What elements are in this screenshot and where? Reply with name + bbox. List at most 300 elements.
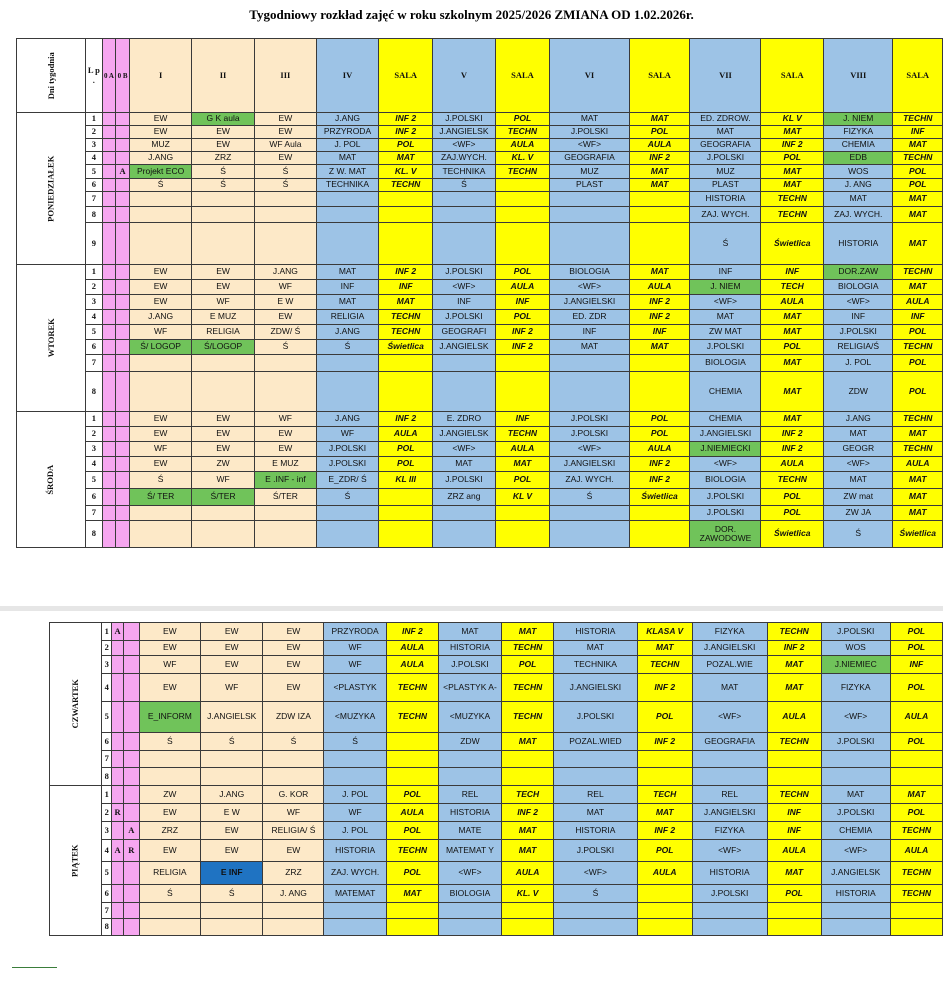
- lesson-cell: J.ANG: [316, 113, 378, 126]
- room-cell: MAT: [761, 355, 824, 372]
- room-cell: INF 2: [495, 340, 550, 355]
- lesson-cell: J.ANGIELSK: [433, 126, 495, 139]
- table-row: [17, 295, 943, 310]
- room-cell: [495, 223, 550, 265]
- zero-b-cell: [124, 919, 140, 936]
- sala-header: SALA: [629, 39, 690, 113]
- lesson-cell: EW: [263, 623, 324, 641]
- lesson-cell: <WF>: [438, 862, 501, 885]
- zero-a-cell: [112, 822, 124, 840]
- lesson-cell: <WF>: [433, 139, 495, 152]
- lesson-cell: EW: [200, 623, 263, 641]
- zero-b-cell: [116, 139, 130, 152]
- zero-a-cell: [102, 506, 116, 521]
- zero-a-cell: A: [112, 623, 124, 641]
- room-cell: KL V: [761, 113, 824, 126]
- zero-a-cell: [102, 442, 116, 457]
- lesson-cell: [438, 919, 501, 936]
- zero-a-cell: [112, 786, 124, 804]
- lesson-cell: G. KOR: [263, 786, 324, 804]
- zero-b-cell: A: [124, 822, 140, 840]
- room-cell: POL: [495, 265, 550, 280]
- room-cell: [629, 207, 690, 223]
- zero-a-header: 0 A: [102, 39, 116, 113]
- zero-b-cell: [116, 207, 130, 223]
- lesson-cell: FIZYKA: [692, 623, 767, 641]
- day-label: WTOREK: [45, 318, 56, 358]
- lesson-cell: INF: [824, 310, 893, 325]
- lp-header: L p .: [86, 39, 102, 113]
- lesson-cell: WF: [254, 412, 316, 427]
- room-cell: TECHN: [893, 113, 943, 126]
- lesson-cell: [316, 223, 378, 265]
- room-cell: INF: [890, 656, 942, 674]
- zero-a-cell: [112, 885, 124, 903]
- lesson-cell: EDB: [824, 152, 893, 165]
- room-cell: MAT: [379, 295, 433, 310]
- lesson-number: 2: [86, 427, 102, 442]
- room-cell: [502, 768, 554, 786]
- lesson-cell: EW: [254, 310, 316, 325]
- lesson-cell: J.ANG: [824, 412, 893, 427]
- lesson-number: 4: [86, 152, 102, 165]
- room-cell: MAT: [761, 310, 824, 325]
- room-cell: INF: [495, 412, 550, 427]
- lesson-cell: J.ANG: [129, 152, 191, 165]
- room-cell: TECHN: [502, 641, 554, 656]
- room-cell: [495, 192, 550, 207]
- room-cell: TECHN: [495, 165, 550, 179]
- room-cell: MAT: [893, 192, 943, 207]
- lesson-cell: J.POLSKI: [433, 113, 495, 126]
- lesson-cell: E W: [254, 295, 316, 310]
- room-cell: POL: [379, 457, 433, 472]
- zero-b-cell: [116, 223, 130, 265]
- lesson-number: 8: [86, 521, 102, 548]
- lesson-cell: ZRZ: [263, 862, 324, 885]
- room-cell: POL: [893, 355, 943, 372]
- table-row: [17, 355, 943, 372]
- lesson-cell: Ś/LOGOP: [192, 340, 255, 355]
- lesson-cell: MAT: [824, 192, 893, 207]
- room-cell: TECHN: [890, 862, 942, 885]
- lesson-cell: <WF>: [550, 442, 629, 457]
- room-cell: MAT: [495, 457, 550, 472]
- zero-b-cell: [124, 903, 140, 919]
- lesson-cell: [129, 355, 191, 372]
- room-cell: POL: [629, 412, 690, 427]
- lesson-cell: J.POLSKI: [824, 325, 893, 340]
- lesson-cell: [316, 521, 378, 548]
- lesson-cell: RELIGIA: [139, 862, 200, 885]
- room-cell: TECHN: [502, 674, 554, 702]
- lesson-number: 6: [86, 179, 102, 192]
- room-cell: AULA: [761, 295, 824, 310]
- sala-header: SALA: [379, 39, 433, 113]
- room-cell: AULA: [629, 139, 690, 152]
- zero-a-cell: [102, 295, 116, 310]
- room-cell: [890, 919, 942, 936]
- room-cell: AULA: [386, 804, 438, 822]
- lesson-cell: [433, 207, 495, 223]
- lesson-cell: TECHNIKA: [554, 656, 638, 674]
- class-header-4: IV: [316, 39, 378, 113]
- zero-b-cell: [116, 340, 130, 355]
- zero-a-cell: [102, 179, 116, 192]
- zero-a-cell: [102, 412, 116, 427]
- lesson-cell: J.POLSKI: [690, 152, 761, 165]
- lesson-cell: [316, 355, 378, 372]
- lesson-cell: GEOGR: [824, 442, 893, 457]
- lesson-cell: ZDW: [438, 733, 501, 751]
- lesson-cell: ED. ZDR: [550, 310, 629, 325]
- room-cell: MAT: [761, 179, 824, 192]
- lesson-cell: Ś: [433, 179, 495, 192]
- table-row: [50, 840, 943, 862]
- room-cell: AULA: [637, 862, 692, 885]
- room-cell: AULA: [761, 457, 824, 472]
- room-cell: MAT: [890, 786, 942, 804]
- lesson-cell: EW: [129, 427, 191, 442]
- lesson-cell: [192, 506, 255, 521]
- lesson-number: 1: [86, 412, 102, 427]
- room-cell: AULA: [629, 280, 690, 295]
- lesson-cell: [433, 521, 495, 548]
- table-row: [17, 126, 943, 139]
- lesson-cell: [554, 751, 638, 768]
- zero-b-cell: [124, 702, 140, 733]
- day-label-cell: [17, 412, 86, 548]
- room-cell: MAT: [502, 822, 554, 840]
- lesson-cell: J.POLSKI: [316, 457, 378, 472]
- lesson-cell: HISTORIA: [438, 804, 501, 822]
- zero-a-cell: [102, 489, 116, 506]
- lesson-cell: Ś: [824, 521, 893, 548]
- table-row: [50, 623, 943, 641]
- day-label-cell: [50, 786, 102, 936]
- lesson-cell: [324, 751, 386, 768]
- lesson-cell: Ś: [200, 885, 263, 903]
- room-cell: POL: [629, 126, 690, 139]
- lesson-cell: CHEMIA: [690, 372, 761, 412]
- lesson-cell: Projekt ECO: [129, 165, 191, 179]
- lesson-cell: POZAL.WIE: [692, 656, 767, 674]
- room-cell: TECHN: [495, 427, 550, 442]
- room-cell: MAT: [761, 165, 824, 179]
- lesson-number: 8: [86, 372, 102, 412]
- lesson-number: 2: [86, 280, 102, 295]
- lesson-cell: [316, 506, 378, 521]
- lesson-cell: <WF>: [550, 280, 629, 295]
- lesson-cell: MAT: [316, 265, 378, 280]
- lesson-cell: E. ZDRO: [433, 412, 495, 427]
- table-row: [17, 152, 943, 165]
- zero-a-cell: [102, 310, 116, 325]
- day-label-cell: [50, 623, 102, 786]
- lesson-cell: <WF>: [692, 702, 767, 733]
- room-cell: INF 2: [637, 733, 692, 751]
- lesson-cell: ZAJ.WYCH.: [433, 152, 495, 165]
- lesson-cell: EW: [200, 822, 263, 840]
- lesson-number: 1: [86, 113, 102, 126]
- lesson-number: 5: [86, 165, 102, 179]
- lesson-cell: <WF>: [433, 280, 495, 295]
- lesson-cell: Ś/TER: [254, 489, 316, 506]
- zero-a-cell: [112, 702, 124, 733]
- room-cell: Świetlica: [379, 340, 433, 355]
- day-label: PIĄTEK: [69, 844, 80, 877]
- room-cell: POL: [495, 113, 550, 126]
- room-cell: TECHN: [637, 656, 692, 674]
- lesson-cell: [692, 751, 767, 768]
- lesson-cell: [192, 192, 255, 207]
- zero-a-cell: [102, 280, 116, 295]
- lesson-cell: [438, 768, 501, 786]
- zero-b-cell: [116, 325, 130, 340]
- table-row: [50, 885, 943, 903]
- lesson-cell: EW: [200, 840, 263, 862]
- lesson-cell: [316, 207, 378, 223]
- room-cell: INF 2: [629, 152, 690, 165]
- room-cell: TECHN: [767, 623, 821, 641]
- zero-a-cell: [112, 674, 124, 702]
- lesson-cell: MAT: [438, 623, 501, 641]
- lesson-cell: MAT: [554, 804, 638, 822]
- lesson-number: 8: [86, 207, 102, 223]
- lesson-cell: ZRZ: [139, 822, 200, 840]
- zero-b-cell: [116, 521, 130, 548]
- table-row: [50, 733, 943, 751]
- room-cell: [379, 521, 433, 548]
- lesson-cell: [254, 207, 316, 223]
- lesson-cell: J. POL: [316, 139, 378, 152]
- lesson-cell: ZRZ ang: [433, 489, 495, 506]
- room-cell: INF 2: [629, 472, 690, 489]
- room-cell: [495, 506, 550, 521]
- lesson-cell: [554, 768, 638, 786]
- lesson-cell: WF: [324, 804, 386, 822]
- lesson-cell: EW: [200, 641, 263, 656]
- lesson-cell: G K aula: [192, 113, 255, 126]
- lesson-cell: [139, 768, 200, 786]
- room-cell: [495, 355, 550, 372]
- room-cell: [767, 768, 821, 786]
- lesson-cell: Ś: [690, 223, 761, 265]
- lesson-cell: J.POLSKI: [692, 885, 767, 903]
- room-cell: AULA: [767, 840, 821, 862]
- room-cell: INF 2: [629, 457, 690, 472]
- lesson-cell: MAT: [550, 113, 629, 126]
- lesson-cell: PLAST: [690, 179, 761, 192]
- room-cell: INF 2: [502, 804, 554, 822]
- lesson-cell: J. NIEM: [824, 113, 893, 126]
- lesson-number: 1: [86, 265, 102, 280]
- zero-a-cell: [102, 165, 116, 179]
- room-cell: POL: [890, 641, 942, 656]
- room-cell: AULA: [495, 139, 550, 152]
- table-row: [50, 822, 943, 840]
- lesson-cell: [692, 768, 767, 786]
- lesson-cell: MAT: [824, 472, 893, 489]
- lesson-cell: [200, 768, 263, 786]
- lesson-cell: [821, 919, 890, 936]
- room-cell: INF: [379, 280, 433, 295]
- room-cell: INF 2: [767, 641, 821, 656]
- zero-b-cell: [116, 489, 130, 506]
- lesson-cell: MUZ: [129, 139, 191, 152]
- lesson-cell: EW: [129, 265, 191, 280]
- room-cell: [629, 223, 690, 265]
- lesson-cell: Ś: [254, 340, 316, 355]
- room-cell: INF 2: [379, 265, 433, 280]
- zero-b-cell: [116, 457, 130, 472]
- room-cell: [502, 919, 554, 936]
- room-cell: [629, 506, 690, 521]
- table-row: [17, 265, 943, 280]
- room-cell: [386, 751, 438, 768]
- room-cell: KLASA V: [637, 623, 692, 641]
- lesson-number: 1: [102, 786, 112, 804]
- lesson-cell: REL: [554, 786, 638, 804]
- room-cell: INF 2: [637, 674, 692, 702]
- lesson-cell: EW: [200, 656, 263, 674]
- room-cell: POL: [386, 862, 438, 885]
- lesson-cell: EW: [139, 623, 200, 641]
- lesson-cell: GEOGRAFIA: [692, 733, 767, 751]
- lesson-cell: [692, 903, 767, 919]
- lesson-cell: EW: [192, 427, 255, 442]
- lesson-cell: HISTORIA: [824, 223, 893, 265]
- room-cell: POL: [893, 165, 943, 179]
- room-cell: MAT: [893, 223, 943, 265]
- room-cell: POL: [767, 885, 821, 903]
- room-cell: POL: [495, 310, 550, 325]
- room-cell: MAT: [893, 280, 943, 295]
- zero-b-cell: [124, 804, 140, 822]
- lesson-cell: EW: [254, 442, 316, 457]
- room-cell: Świetlica: [629, 489, 690, 506]
- room-cell: MAT: [629, 165, 690, 179]
- lesson-cell: MUZ: [550, 165, 629, 179]
- room-cell: INF 2: [379, 126, 433, 139]
- lesson-cell: EW: [129, 295, 191, 310]
- lesson-cell: J.ANG: [254, 265, 316, 280]
- lesson-cell: J.ANGIELSK: [433, 427, 495, 442]
- room-cell: [767, 903, 821, 919]
- lesson-cell: Ś: [139, 733, 200, 751]
- lesson-cell: BIOLOGIA: [824, 280, 893, 295]
- lesson-cell: CHEMIA: [821, 822, 890, 840]
- room-cell: TECH: [502, 786, 554, 804]
- zero-a-cell: [102, 126, 116, 139]
- lesson-cell: EW: [263, 641, 324, 656]
- zero-b-cell: [116, 280, 130, 295]
- room-cell: [495, 372, 550, 412]
- zero-a-cell: [102, 207, 116, 223]
- lesson-cell: [129, 192, 191, 207]
- room-cell: AULA: [495, 280, 550, 295]
- room-cell: TECHN: [386, 702, 438, 733]
- room-cell: MAT: [629, 113, 690, 126]
- lesson-cell: Ś: [554, 885, 638, 903]
- sala-header: SALA: [761, 39, 824, 113]
- lesson-cell: CHEMIA: [824, 139, 893, 152]
- room-cell: POL: [893, 179, 943, 192]
- lesson-cell: J. POL: [824, 355, 893, 372]
- lesson-cell: [550, 372, 629, 412]
- lesson-cell: [692, 919, 767, 936]
- room-cell: Świetlica: [893, 521, 943, 548]
- lesson-cell: E MUZ: [192, 310, 255, 325]
- lesson-cell: [433, 355, 495, 372]
- lesson-cell: MATEMAT: [324, 885, 386, 903]
- room-cell: POL: [761, 340, 824, 355]
- room-cell: MAT: [629, 179, 690, 192]
- lesson-cell: [550, 223, 629, 265]
- room-cell: TECHN: [761, 192, 824, 207]
- lesson-cell: EW: [192, 139, 255, 152]
- lesson-cell: RELIGIA/ Ś: [263, 822, 324, 840]
- lesson-cell: E .INF - inf: [254, 472, 316, 489]
- lesson-cell: Z W. MAT: [316, 165, 378, 179]
- room-cell: INF: [629, 325, 690, 340]
- lesson-number: 6: [102, 733, 112, 751]
- lesson-cell: E_ZDR/ Ś: [316, 472, 378, 489]
- section-divider: [0, 606, 943, 611]
- lesson-cell: HISTORIA: [324, 840, 386, 862]
- zero-b-cell: [124, 885, 140, 903]
- room-cell: TECHN: [379, 179, 433, 192]
- lesson-cell: [200, 919, 263, 936]
- lesson-cell: MATEMAT Y: [438, 840, 501, 862]
- lesson-cell: Ś: [254, 179, 316, 192]
- table-row: [50, 804, 943, 822]
- zero-b-cell: [116, 412, 130, 427]
- lesson-cell: [821, 768, 890, 786]
- lesson-cell: J.ANGIELSKI: [692, 804, 767, 822]
- table-row: [50, 674, 943, 702]
- room-cell: INF 2: [629, 310, 690, 325]
- lesson-cell: MAT: [824, 427, 893, 442]
- zero-b-cell: [116, 442, 130, 457]
- lesson-cell: <MUZYKA: [438, 702, 501, 733]
- lesson-cell: HISTORIA: [554, 822, 638, 840]
- room-cell: POL: [761, 506, 824, 521]
- zero-a-cell: [102, 457, 116, 472]
- room-cell: [637, 903, 692, 919]
- footer-line: [12, 967, 57, 968]
- table-row: [50, 903, 943, 919]
- lesson-cell: ZW: [192, 457, 255, 472]
- room-cell: MAT: [761, 325, 824, 340]
- lesson-cell: [139, 751, 200, 768]
- lesson-cell: [263, 903, 324, 919]
- room-cell: KL. V: [495, 152, 550, 165]
- lesson-cell: <WF>: [692, 840, 767, 862]
- table-row: [17, 489, 943, 506]
- lesson-cell: E_INFORM: [139, 702, 200, 733]
- lesson-cell: WF: [192, 295, 255, 310]
- room-cell: [386, 919, 438, 936]
- lesson-cell: EW: [139, 641, 200, 656]
- lesson-number: 3: [86, 295, 102, 310]
- lesson-cell: [316, 192, 378, 207]
- lesson-cell: WOS: [824, 165, 893, 179]
- lesson-cell: [821, 751, 890, 768]
- lesson-cell: PLAST: [550, 179, 629, 192]
- lesson-cell: J.ANG: [316, 325, 378, 340]
- lesson-cell: INF: [550, 325, 629, 340]
